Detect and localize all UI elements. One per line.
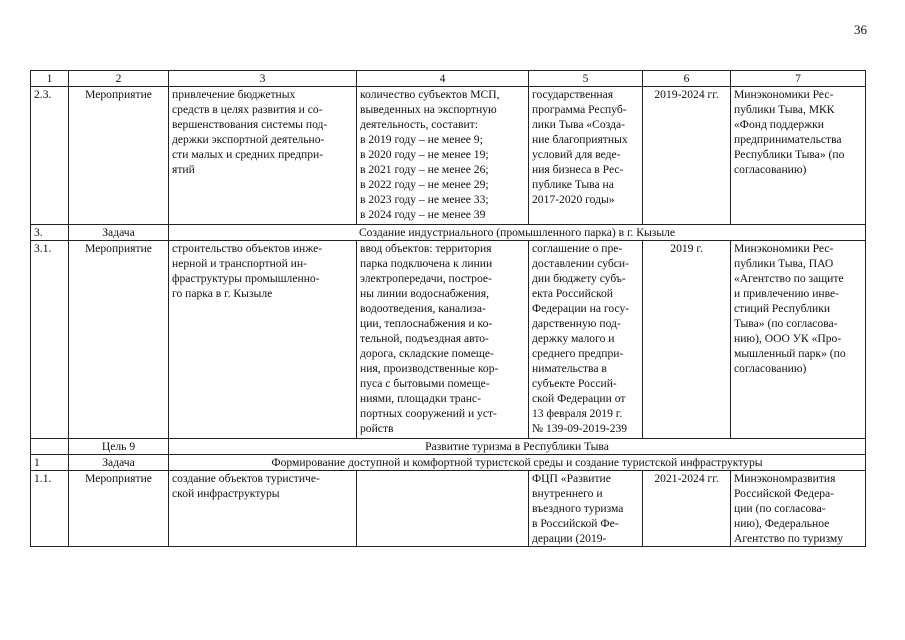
row-number: 3.: [31, 225, 69, 241]
page-number: 36: [854, 22, 867, 37]
header-cell: 6: [643, 71, 731, 87]
table-row: [31, 87, 866, 225]
row-period: 2019 г.: [643, 241, 731, 439]
row-source: соглашение о пре- доставлении субси- дии бюджету субъ- екта Российской Федерации на госу- дарственную под- держку малого и среднего предпри- нимательства в субъекте Россий- ской Федерации от 13 февраля 2019 г. № 139-09-2019-239: [529, 241, 643, 439]
row-description: создание объектов туристиче- ской инфраструктуры: [169, 471, 357, 547]
task-text: Формирование доступной и комфортной туристской среды и создание туристской инфраструктуры: [169, 455, 866, 471]
row-number: 2.3.: [31, 87, 69, 225]
row-kind: Задача: [69, 225, 169, 241]
row-kind: Цель 9: [69, 439, 169, 455]
header-cell: 3: [169, 71, 357, 87]
row-number: 1: [31, 455, 69, 471]
row-period: 2021-2024 гг.: [643, 471, 731, 547]
table-body: [31, 71, 866, 547]
row-period: 2019-2024 гг.: [643, 87, 731, 225]
row-description: строительство объектов инже- нерной и транспортной ин- фраструктуры промышленно- го парка в г. Кызыле: [169, 241, 357, 439]
row-result: [357, 471, 529, 547]
header-cell: 1: [31, 71, 69, 87]
row-result: количество субъектов МСП, выведенных на экспортную деятельность, составит: в 2019 году – не менее 9; в 2020 году – не менее 19; в 2021 году – не менее 26; в 2022 году – не менее 29; в 2023 году – не менее 33; в 2024 году – не менее 39: [357, 87, 529, 225]
goal-text: Развитие туризма в Республики Тыва: [169, 439, 866, 455]
header-cell: 5: [529, 71, 643, 87]
header-cell: 2: [69, 71, 169, 87]
row-kind: Мероприятие: [69, 241, 169, 439]
row-number: 1.1.: [31, 471, 69, 547]
plan-table: [30, 70, 866, 547]
row-result: ввод объектов: территория парка подключена к линии электропередачи, построе- ны линии водоснабжения, водоотведения, канализа- ции, теплоснабжения и ко- тельной, подъездная авто- дорога, складские помеще- ния, производственные кор- пуса с бытовыми помеще- ниями, площадки транс- портных сооружений и уст- ройств: [357, 241, 529, 439]
row-responsible: Минэкономразвития Российской Федера- ции (по согласова- нию), Федеральное Агентство по туризму: [731, 471, 866, 547]
header-row: [31, 71, 866, 87]
table-row: [31, 241, 866, 439]
task-row: [31, 225, 866, 241]
row-description: привлечение бюджетных средств в целях развития и со- вершенствования системы под- держки экспортной деятельно- сти малых и средних предпри- ятий: [169, 87, 357, 225]
table-row: [31, 471, 866, 547]
row-number: [31, 439, 69, 455]
row-source: ФЦП «Развитие внутреннего и въездного туризма в Российской Фе- дерации (2019-: [529, 471, 643, 547]
row-responsible: Минэкономики Рес- публики Тыва, МКК «Фонд поддержки предпринимательства Республики Тыва» (по согласованию): [731, 87, 866, 225]
row-kind: Мероприятие: [69, 87, 169, 225]
row-responsible: Минэкономики Рес- публики Тыва, ПАО «Агентство по защите и привлечению инве- стиций Республики Тыва» (по согласова- нию), ООО УК «Про- мышленный парк» (по согласованию): [731, 241, 866, 439]
header-cell: 4: [357, 71, 529, 87]
task-text: Создание индустриального (промышленного парка) в г. Кызыле: [169, 225, 866, 241]
header-cell: 7: [731, 71, 866, 87]
row-kind: Мероприятие: [69, 471, 169, 547]
row-kind: Задача: [69, 455, 169, 471]
row-source: государственная программа Респуб- лики Тыва «Созда- ние благоприятных условий для веде- ния бизнеса в Рес- публике Тыва на 2017-2020 годы»: [529, 87, 643, 225]
row-number: 3.1.: [31, 241, 69, 439]
task-row: [31, 455, 866, 471]
goal-row: [31, 439, 866, 455]
